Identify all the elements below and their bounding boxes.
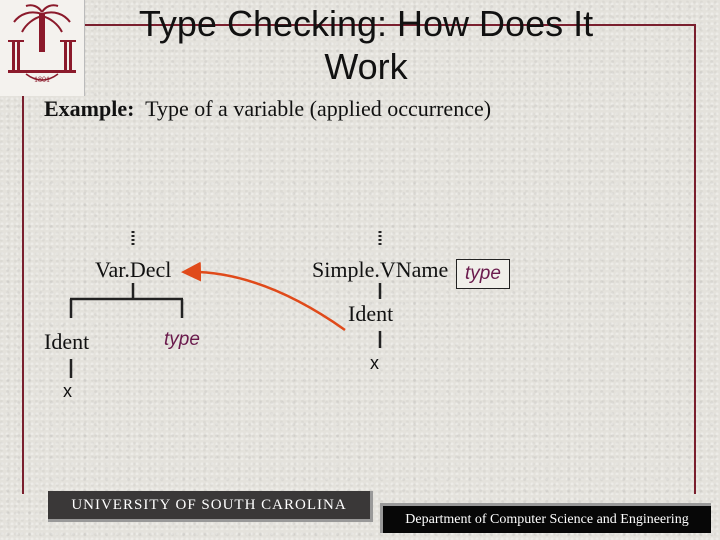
simple-vname-node: Simple.VName bbox=[312, 257, 449, 282]
vname-type-box: type bbox=[456, 259, 510, 289]
logo-year: 1801 bbox=[34, 75, 50, 84]
subtitle-description: Type of a variable (applied occurrence) bbox=[145, 96, 492, 121]
vardecl-node: Var.Decl bbox=[95, 257, 172, 282]
leaf-x-right: x bbox=[370, 353, 379, 373]
subtitle-example-label: Example: bbox=[44, 96, 135, 121]
department-banner: Department of Computer Science and Engineering bbox=[380, 503, 711, 533]
leaf-x-left: x bbox=[63, 381, 72, 401]
vardecl-type-label: type bbox=[164, 329, 200, 350]
slide-title: Type Checking: How Does It Work bbox=[138, 3, 594, 87]
ident-left-node: Ident bbox=[44, 329, 90, 354]
university-banner: UNIVERSITY OF SOUTH CAROLINA bbox=[48, 491, 373, 522]
ident-right-node: Ident bbox=[348, 301, 394, 326]
